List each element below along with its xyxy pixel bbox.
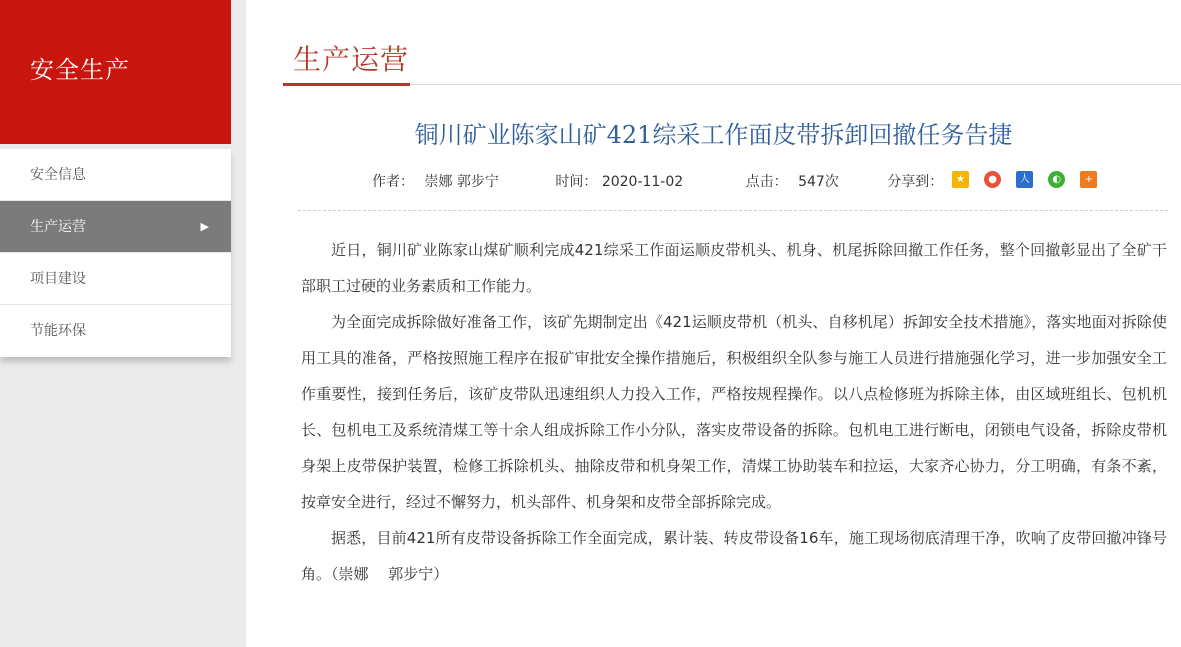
left-sidebar: [0, 0, 246, 647]
article-paragraph: 近日，铜川矿业陈家山煤矿顺利完成421综采工作面运顺皮带机头、机身、机尾拆除回撤工作任务，整个回撤彰显出了全矿干部职工过硬的业务素质和工作能力。: [301, 241, 1167, 295]
clicks-value: 547次: [798, 174, 839, 190]
heading-divider: [283, 84, 1181, 85]
more-share-icon[interactable]: +: [1080, 171, 1097, 188]
sidebar-item-production-operation[interactable]: [0, 201, 231, 253]
sidebar-item-energy-environment[interactable]: [0, 305, 231, 357]
article-meta: [372, 171, 943, 191]
section-header: [0, 0, 231, 144]
sidebar-item-label: 安全信息: [30, 167, 86, 183]
sidebar-item-label: 项目建设: [30, 271, 86, 287]
wechat-icon[interactable]: ◐: [1048, 171, 1065, 188]
meta-divider: [298, 210, 1168, 211]
author-label: 作者：: [372, 174, 414, 190]
arrow-right-icon: ▶: [200, 220, 209, 233]
time-label: 时间：: [555, 174, 598, 190]
page-heading: 生产运营: [293, 43, 410, 76]
article-paragraph: 据悉，目前421所有皮带设备拆除工作全面完成，累计装、转皮带设备16车，施工现场彻底清理干净，吹响了皮带回撤冲锋号角。（崇娜 郭步宁）: [301, 529, 1167, 583]
renren-icon[interactable]: 人: [1016, 171, 1033, 188]
sidebar-item-label: 生产运营: [30, 219, 86, 235]
time-value: 2020-11-02: [601, 174, 684, 190]
article-paragraph: 为全面完成拆除做好准备工作，该矿先期制定出《421运顺皮带机（机头、自移机尾）拆卸安全技术措施》，落实地面对拆除使用工具的准备，严格按照施工程序在报矿审批安全操作措施后，积极组织全队参与施工人员进行措施强化学习，进一步加强安全工作重要性，接到任务后，该矿皮带队迅速组织人力投入工作，严格按规程操作。以八点检修班为拆除主体，由区域班组长、包机机长、包机电工及系统清煤工等十余人组成拆除工作小分队，落实皮带设备的拆除。包机电工进行断电，闭锁电气设备，拆除皮带机身架上皮带保护装置，检修工拆除机头、抽除皮带和机身架工作，清煤工协助装车和拉运，大家齐心协力，分工明确，有条不紊，按章安全进行，经过不懈努力，机头部件、机身架和皮带全部拆除完成。: [301, 313, 1167, 511]
article-title: 铜川矿业陈家山矿421综采工作面皮带拆卸回撤任务告捷: [414, 121, 1013, 149]
weibo-icon[interactable]: ●: [984, 171, 1001, 188]
clicks-label: 点击：: [745, 174, 788, 190]
heading-underline: [283, 83, 410, 86]
share-label: 分享到：: [887, 174, 944, 190]
sidebar-menu: [0, 149, 231, 357]
main-content: [246, 0, 1181, 647]
sidebar-item-label: 节能环保: [30, 323, 86, 339]
section-title: 安全生产: [30, 56, 130, 84]
author-value: 崇娜 郭步宁: [424, 174, 499, 190]
sidebar-item-project-construction[interactable]: [0, 253, 231, 305]
article-body: [301, 232, 1167, 592]
sidebar-item-safety-info[interactable]: [0, 149, 231, 201]
qzone-icon[interactable]: ★: [952, 171, 969, 188]
share-icons: [952, 171, 1107, 189]
